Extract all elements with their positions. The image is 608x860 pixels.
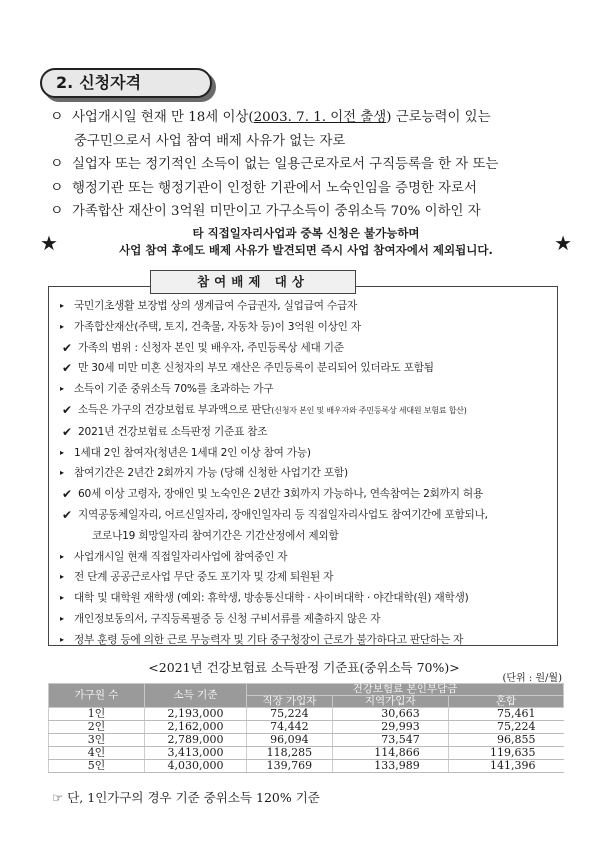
requirement-item xyxy=(50,153,570,177)
exclusion-item-text: 지역공동체일자리, 어르신일자리, 장애인일자리 등 직접일자리사업도 참여기간에 포함되나, xyxy=(78,508,488,521)
cell-workplace: 139,769 xyxy=(247,760,333,773)
check-icon: ✔ xyxy=(62,361,72,376)
circle-bullet-icon: ㅇ xyxy=(50,179,64,196)
check-icon: ✔ xyxy=(62,507,72,522)
cell-income: 2,193,000 xyxy=(145,708,247,721)
exclusion-item xyxy=(60,505,555,526)
footnote xyxy=(52,788,320,806)
exclusion-item-text: 개인정보동의서, 구직등록필증 등 신청 구비서류를 제출하지 않은 자 xyxy=(74,612,381,625)
exclusion-item xyxy=(60,630,555,651)
cell-income: 2,789,000 xyxy=(145,734,247,747)
cell-workplace: 75,224 xyxy=(247,708,333,721)
cell-household: 5인 xyxy=(49,760,145,773)
table-row xyxy=(49,721,564,734)
exclusion-item xyxy=(60,463,555,484)
star-icon: ★ xyxy=(40,231,58,255)
exclusion-item-text: 국민기초생활 보장법 상의 생계급여 수급권자, 실업급여 수급자 xyxy=(74,300,358,312)
table-row xyxy=(49,747,564,760)
header-household: 가구원 수 xyxy=(49,684,145,708)
triangle-bullet-icon: ▸ xyxy=(60,468,64,478)
header-premium-group: 건강보험료 본인부담금 xyxy=(247,684,564,696)
exclusion-item xyxy=(60,567,555,588)
triangle-bullet-icon: ▸ xyxy=(60,301,64,310)
cell-mixed: 75,461 xyxy=(448,708,563,721)
cell-mixed: 75,224 xyxy=(448,721,563,734)
notice-line: 타 직접일자리사업과 중복 신청은 불가능하며 xyxy=(192,226,420,240)
exclusion-item xyxy=(60,338,555,359)
notice-line: 사업 참여 후에도 배제 사유가 발견되면 즉시 사업 참여자에서 제외됩니다. xyxy=(119,243,493,257)
exclusion-item xyxy=(60,358,555,379)
exclusion-item-text: 사업개시일 현재 직접일자리사업에 참여중인 자 xyxy=(74,550,288,563)
triangle-bullet-icon: ▸ xyxy=(60,593,64,603)
check-icon: ✔ xyxy=(62,402,72,417)
requirement-text: 가족합산 재산이 3억원 미만이고 가구소득이 중위소득 70% 이하인 자 xyxy=(72,204,481,219)
exclusion-item xyxy=(60,484,555,505)
star-icon: ★ xyxy=(554,231,572,255)
exclusion-item-text: 만 30세 미만 미혼 신청자의 부모 재산은 주민등록이 분리되어 있더라도 포함됨 xyxy=(78,362,434,375)
exclusion-item-text: 참여기간은 2년간 2회까지 가능 (당해 신청한 사업기간 포함) xyxy=(74,467,348,480)
circle-bullet-icon: ㅇ xyxy=(50,203,64,219)
check-icon: ✔ xyxy=(62,424,72,439)
header-mixed: 혼합 xyxy=(448,696,563,708)
exclusion-item-note: (신청자 본인 및 배우자와 주민등록상 세대원 보험료 합산) xyxy=(271,405,467,415)
cell-household: 4인 xyxy=(49,747,145,760)
exclusion-item-text: 정부 훈령 등에 의한 근로 무능력자 및 기타 중구청장이 근로가 불가하다고 판단하는 자 xyxy=(74,633,464,646)
cell-regional: 114,866 xyxy=(332,747,448,760)
exclusion-item xyxy=(60,547,555,568)
income-criteria-table xyxy=(48,683,564,773)
triangle-bullet-icon: ▸ xyxy=(60,551,64,561)
cell-income: 3,413,000 xyxy=(145,747,247,760)
cell-mixed: 96,855 xyxy=(448,734,563,747)
table-row xyxy=(49,734,564,747)
header-workplace: 직장 가입자 xyxy=(247,696,333,708)
cell-regional: 133,989 xyxy=(332,760,448,773)
table-row xyxy=(49,760,564,773)
exclusion-item-text: 코로나19 희망일자리 참여기간은 기간산정에서 제외함 xyxy=(92,529,339,542)
requirement-item xyxy=(50,106,570,153)
circle-bullet-icon: ㅇ xyxy=(50,156,64,172)
table-caption: <2021년 건강보험료 소득판정 기준표(중위소득 70%)> xyxy=(148,660,460,675)
exclusion-item xyxy=(60,296,555,317)
cell-mixed: 141,396 xyxy=(448,760,563,773)
cell-income: 2,162,000 xyxy=(145,721,247,734)
requirement-item xyxy=(50,177,570,201)
header-regional: 지역가입자 xyxy=(332,696,448,708)
exclusion-item xyxy=(60,317,555,338)
pointing-hand-icon: ☞ xyxy=(52,790,64,805)
cell-mixed: 119,635 xyxy=(448,747,563,760)
cell-regional: 30,663 xyxy=(332,708,448,721)
cell-income: 4,030,000 xyxy=(145,760,247,773)
exclusion-item-text: 60세 이상 고령자, 장애인 및 노숙인은 2년간 3회까지 가능하나, 연속참여는 2회까지 허용 xyxy=(78,488,483,501)
exclusion-item xyxy=(60,588,555,609)
cell-household: 1인 xyxy=(49,708,145,721)
triangle-bullet-icon: ▸ xyxy=(60,447,64,457)
exclusion-item-text: 대학 및 대학원 재학생 (예외: 휴학생, 방송통신대학 · 사이버대학 · 야간대학(원) 재학생) xyxy=(74,592,469,605)
requirement-text-pre: 사업개시일 현재 만 18세 이상( xyxy=(72,110,254,125)
cell-household: 3인 xyxy=(49,734,145,747)
requirements-list xyxy=(50,106,570,224)
cell-regional: 73,547 xyxy=(332,734,448,747)
requirement-text-post: ) 근로능력이 있는 xyxy=(386,110,491,125)
exclusion-item-text: 소득이 기준 중위소득 70%를 초과하는 가구 xyxy=(74,383,274,396)
exclusion-item-text: 가족의 범위 : 신청자 본인 및 배우자, 주민등록상 세대 기준 xyxy=(78,341,344,354)
exclusion-item xyxy=(60,400,555,422)
requirement-item xyxy=(50,200,570,224)
exclusion-item-text: 전 단계 공공근로사업 무단 중도 포기자 및 강제 퇴원된 자 xyxy=(74,571,334,584)
cell-regional: 29,993 xyxy=(332,721,448,734)
exclusion-list xyxy=(60,296,555,651)
table-unit: (단위 : 원/월) xyxy=(502,673,562,684)
circle-bullet-icon: ㅇ xyxy=(50,109,64,125)
requirement-text: 행정기관 또는 행정기관이 인정한 기관에서 노숙인임을 증명한 자로서 xyxy=(72,180,477,196)
exclusion-item xyxy=(60,379,555,400)
triangle-bullet-icon: ▸ xyxy=(60,384,64,394)
cell-workplace: 96,094 xyxy=(247,734,333,747)
exclusion-item xyxy=(60,422,555,443)
cell-workplace: 118,285 xyxy=(247,747,333,760)
requirement-birth-date: 2003. 7. 1. 이전 출생 xyxy=(253,110,387,125)
exclusion-item xyxy=(60,526,555,547)
section-number: 2. xyxy=(56,73,74,92)
header-income: 소득 기준 xyxy=(145,684,247,708)
requirement-text: 실업자 또는 정기적인 소득이 없는 일용근로자로서 구직등록을 한 자 또는 xyxy=(72,157,499,172)
section-title-text: 신청자격 xyxy=(79,73,142,92)
check-icon: ✔ xyxy=(62,340,72,355)
exclusion-item xyxy=(60,443,555,464)
cell-workplace: 74,442 xyxy=(247,721,333,734)
section-title xyxy=(40,68,212,98)
requirement-text-cont: 중구민으로서 사업 참여 배제 사유가 없는 자로 xyxy=(74,133,346,149)
cell-household: 2인 xyxy=(49,721,145,734)
triangle-bullet-icon: ▸ xyxy=(60,572,64,582)
triangle-bullet-icon: ▸ xyxy=(60,613,64,623)
footnote-text: 단, 1인가구의 경우 기준 중위소득 120% 기준 xyxy=(67,790,320,805)
table-row xyxy=(49,708,564,721)
exclusion-item-text: 2021년 건강보험료 소득판정 기준표 참조 xyxy=(78,425,268,438)
triangle-bullet-icon: ▸ xyxy=(60,321,64,331)
exclusion-item-text: 소득은 가구의 건강보험료 부과액으로 판단 xyxy=(78,403,272,416)
exclusion-heading: 참여배제 대상 xyxy=(150,270,356,294)
exclusion-item xyxy=(60,609,555,630)
exclusion-item-text: 가족합산재산(주택, 토지, 건축물, 자동차 등)이 3억원 이상인 자 xyxy=(74,320,361,333)
notice-text xyxy=(70,225,542,259)
triangle-bullet-icon: ▸ xyxy=(60,634,64,644)
check-icon: ✔ xyxy=(62,487,72,502)
exclusion-item-text: 1세대 2인 참여자(청년은 1세대 2인 이상 참여 가능) xyxy=(74,446,311,459)
duplicate-notice xyxy=(30,225,582,261)
